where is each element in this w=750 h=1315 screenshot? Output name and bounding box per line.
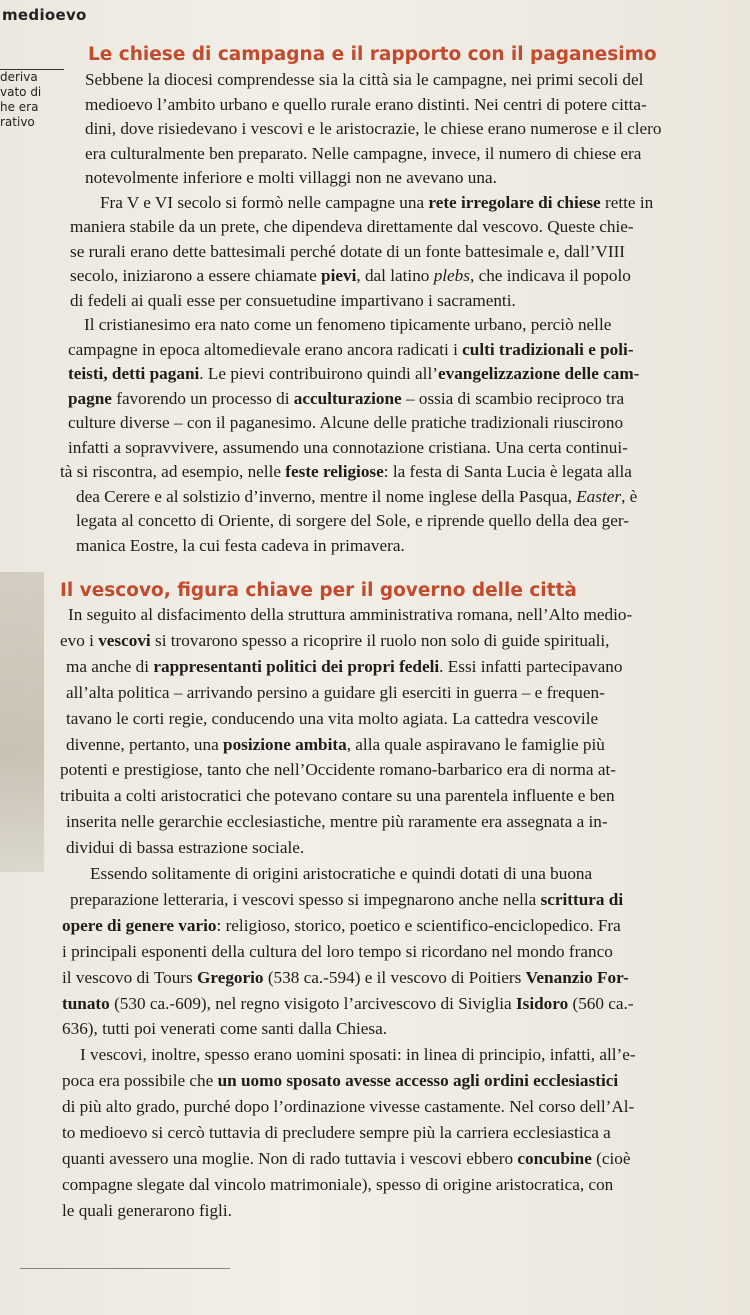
text-line [70, 217, 634, 237]
section-title: Le chiese di campagna e il rapporto con il paganesimo [88, 44, 657, 65]
text-run: inserita nelle gerarchie ecclesiastiche, mentre più raramente era assegnata a in- [66, 812, 608, 832]
text-run: , alla quale aspiravano le famiglie più [346, 734, 605, 754]
text-run: , è [621, 486, 638, 506]
text-run: legata al concetto di Oriente, di sorgere del Sole, e riprende quello della dea ger- [76, 511, 629, 530]
text-run: : la festa di Santa Lucia è legata alla [383, 462, 632, 481]
text-run: medioevo l’ambito urbano e quello rurale erano distinti. Nei centri di potere citta- [85, 94, 647, 114]
text-run: potenti e prestigiose, tanto che nell’Occidente romano-barbarico era di norma at- [60, 760, 616, 780]
text-run: . Essi infatti partecipavano [439, 656, 623, 676]
text-run: plebs [433, 266, 470, 285]
text-line [85, 70, 643, 90]
text-run: quanti avessero una moglie. Non di rado tuttavia i vescovi ebbero [62, 1148, 518, 1168]
text-run: i principali esponenti della cultura del loro tempo si ricordano nel mondo franco [62, 941, 613, 961]
text-line [62, 1019, 387, 1039]
text-run: compagne slegate dal vincolo matrimoniale), spesso di origine aristocratica, con [62, 1174, 614, 1194]
text-run: si trovarono spesso a ricoprire il ruolo non solo di guide spirituali, [150, 630, 610, 650]
text-line [62, 994, 634, 1014]
glossary-line: rativo [0, 115, 35, 129]
text-run: campagne in epoca altomedievale erano ancora radicati i [68, 339, 463, 359]
running-head: medioevo [2, 6, 87, 24]
text-line [66, 683, 605, 703]
text-run: culti tradizionali e poli- [462, 339, 634, 359]
text-run: : religioso, storico, poetico e scientifico-enciclopedico. Fra [216, 915, 621, 935]
text-line [68, 340, 634, 360]
text-line [76, 487, 637, 507]
text-run: se rurali erano dette battesimali perché dotate di un fonte battesimale e, dall’VIII [70, 241, 626, 261]
text-line [68, 413, 623, 433]
text-run: , che indicava il popolo [469, 266, 631, 285]
text-run: dividui di bassa estrazione sociale. [66, 838, 305, 858]
text-run: un uomo sposato avesse accesso agli ordini ecclesiastici [217, 1071, 619, 1091]
text-line [70, 291, 516, 311]
text-run: infatti a sopravvivere, assumendo una connotazione cristiana. Una certa continui- [68, 437, 628, 457]
text-run: evangelizzazione delle cam- [437, 364, 640, 383]
text-line [62, 1149, 631, 1169]
text-run: di fedeli ai quali esse per consuetudine impartivano i sacramenti. [70, 290, 516, 310]
text-line [62, 1097, 634, 1117]
text-run: (538 ca.-594) e il vescovo di Poitiers [263, 967, 526, 987]
text-run: divenne, pertanto, una [66, 734, 224, 754]
text-run: di più alto grado, purché dopo l’ordinazione vivesse castamente. Nel corso dell’Al- [62, 1097, 635, 1117]
text-run: opere di genere vario [62, 915, 217, 935]
text-line [85, 168, 497, 188]
text-run: tavano le corti regie, conducendo una vita molto agiata. La cattedra vescovile [66, 708, 599, 728]
text-run: 636), tutti poi venerati come santi dalla Chiesa. [62, 1019, 388, 1039]
text-line [66, 735, 605, 755]
text-run: Sebbene la diocesi comprendesse sia la città sia le campagne, nei primi secoli del [85, 70, 644, 89]
text-line [62, 942, 613, 962]
text-run: , dal latino [356, 266, 434, 285]
text-run: – ossia di scambio reciproco tra [401, 388, 625, 408]
text-line [76, 511, 629, 531]
text-run: pagne [68, 388, 112, 408]
text-run: teisti, detti pagani [68, 364, 200, 383]
text-run: evo i [60, 630, 99, 650]
glossary-line: deriva [0, 70, 38, 84]
text-line [68, 438, 628, 458]
text-run: le quali generarono figli. [62, 1200, 232, 1220]
text-line [70, 266, 631, 286]
text-run: era culturalmente ben preparato. Nelle campagne, invece, il numero di chiese era [85, 143, 642, 163]
text-run: . Le pievi contribuirono quindi all’ [199, 364, 438, 383]
text-line [62, 968, 629, 988]
text-line [100, 193, 653, 213]
text-run: Gregorio [197, 967, 264, 987]
text-line [60, 631, 609, 651]
text-run: rappresentanti politici dei propri fedeli [153, 656, 440, 676]
text-line [60, 760, 616, 780]
text-run: ma anche di [66, 656, 154, 676]
text-run: acculturazione [293, 388, 402, 408]
text-line [84, 315, 611, 335]
text-run: concubine [517, 1148, 592, 1168]
text-line [66, 657, 622, 677]
text-line [66, 838, 304, 858]
text-run: tunato [62, 993, 110, 1013]
text-line [90, 864, 592, 884]
margin-illustration [0, 572, 44, 872]
text-line [80, 1045, 636, 1065]
text-run: posizione ambita [223, 734, 347, 754]
glossary-line: vato di [0, 85, 42, 99]
text-run: Fra V e VI secolo si formò nelle campagne una [100, 192, 429, 212]
text-run: all’alta politica – arrivando persino a guidare gli eserciti in guerra – e frequen- [66, 682, 605, 702]
text-run: (cioè [591, 1148, 631, 1168]
text-line [62, 1071, 618, 1091]
text-run: il vescovo di Tours [62, 967, 198, 987]
text-run: tà si riscontra, ad esempio, nelle [60, 462, 286, 481]
text-run: (560 ca.- [568, 993, 634, 1013]
text-line [62, 1123, 611, 1143]
text-run: Venanzio For- [525, 967, 629, 987]
text-line [62, 916, 621, 936]
text-run: feste religiose [285, 462, 384, 481]
text-line [62, 1201, 232, 1221]
text-run: pievi [321, 266, 357, 285]
text-run: vescovi [98, 630, 151, 650]
text-run: culture diverse – con il paganesimo. Alcune delle pratiche tradizionali riuscirono [68, 413, 624, 432]
margin-glossary [0, 70, 64, 130]
text-line [85, 144, 641, 164]
text-line [66, 812, 608, 832]
text-run: tribuita a colti aristocratici che potevano contare su una parentela influente e ben [60, 786, 615, 806]
text-line [85, 95, 647, 115]
bottom-rule [20, 1268, 230, 1269]
text-line [70, 890, 623, 910]
text-run: Easter [576, 486, 622, 506]
text-run: to medioevo si cercò tuttavia di precludere sempre più la carriera ecclesiastica a [62, 1123, 611, 1142]
text-line [68, 389, 624, 409]
text-run: Essendo solitamente di origini aristocratiche e quindi dotati di una buona [90, 864, 593, 883]
text-run: notevolmente inferiore e molti villaggi non ne avevano una. [85, 168, 497, 187]
text-line [68, 364, 639, 384]
text-run: scrittura di [540, 889, 624, 909]
text-line [70, 242, 625, 262]
text-run: rete irregolare di chiese [428, 192, 601, 212]
text-run: secolo, iniziarono a essere chiamate [70, 266, 322, 285]
text-run: favorendo un processo di [111, 388, 294, 408]
text-run: (530 ca.-609), nel regno visigoto l’arcivescovo di Siviglia [109, 993, 516, 1013]
text-run: rette in [600, 192, 654, 212]
text-line [68, 605, 632, 625]
text-run: dea Cerere e al solstizio d’inverno, mentre il nome inglese della Pasqua, [76, 486, 577, 506]
text-run: preparazione letteraria, i vescovi spesso si impegnarono anche nella [70, 889, 541, 909]
text-run: manica Eostre, la cui festa cadeva in primavera. [76, 535, 405, 555]
text-line [76, 536, 405, 556]
text-run: I vescovi, inoltre, spesso erano uomini sposati: in linea di principio, infatti, all’e- [80, 1045, 636, 1065]
text-run: dini, dove risiedevano i vescovi e le aristocrazie, le chiese erano numerose e il clero [85, 119, 662, 138]
text-run: Isidoro [515, 993, 569, 1013]
text-run: In seguito al disfacimento della struttura amministrativa romana, nell’Alto medio- [68, 605, 633, 624]
text-line [85, 119, 662, 139]
section-title: Il vescovo, figura chiave per il governo delle città [60, 580, 577, 601]
text-run: Il cristianesimo era nato come un fenomeno tipicamente urbano, perciò nelle [84, 315, 612, 334]
text-run: maniera stabile da un prete, che dipendeva direttamente dal vescovo. Queste chie- [70, 217, 634, 236]
text-line [62, 1175, 613, 1195]
text-line [66, 709, 598, 729]
text-run: poca era possibile che [62, 1071, 218, 1091]
text-line [60, 786, 615, 806]
glossary-line: he era [0, 100, 39, 114]
text-line [60, 462, 632, 482]
